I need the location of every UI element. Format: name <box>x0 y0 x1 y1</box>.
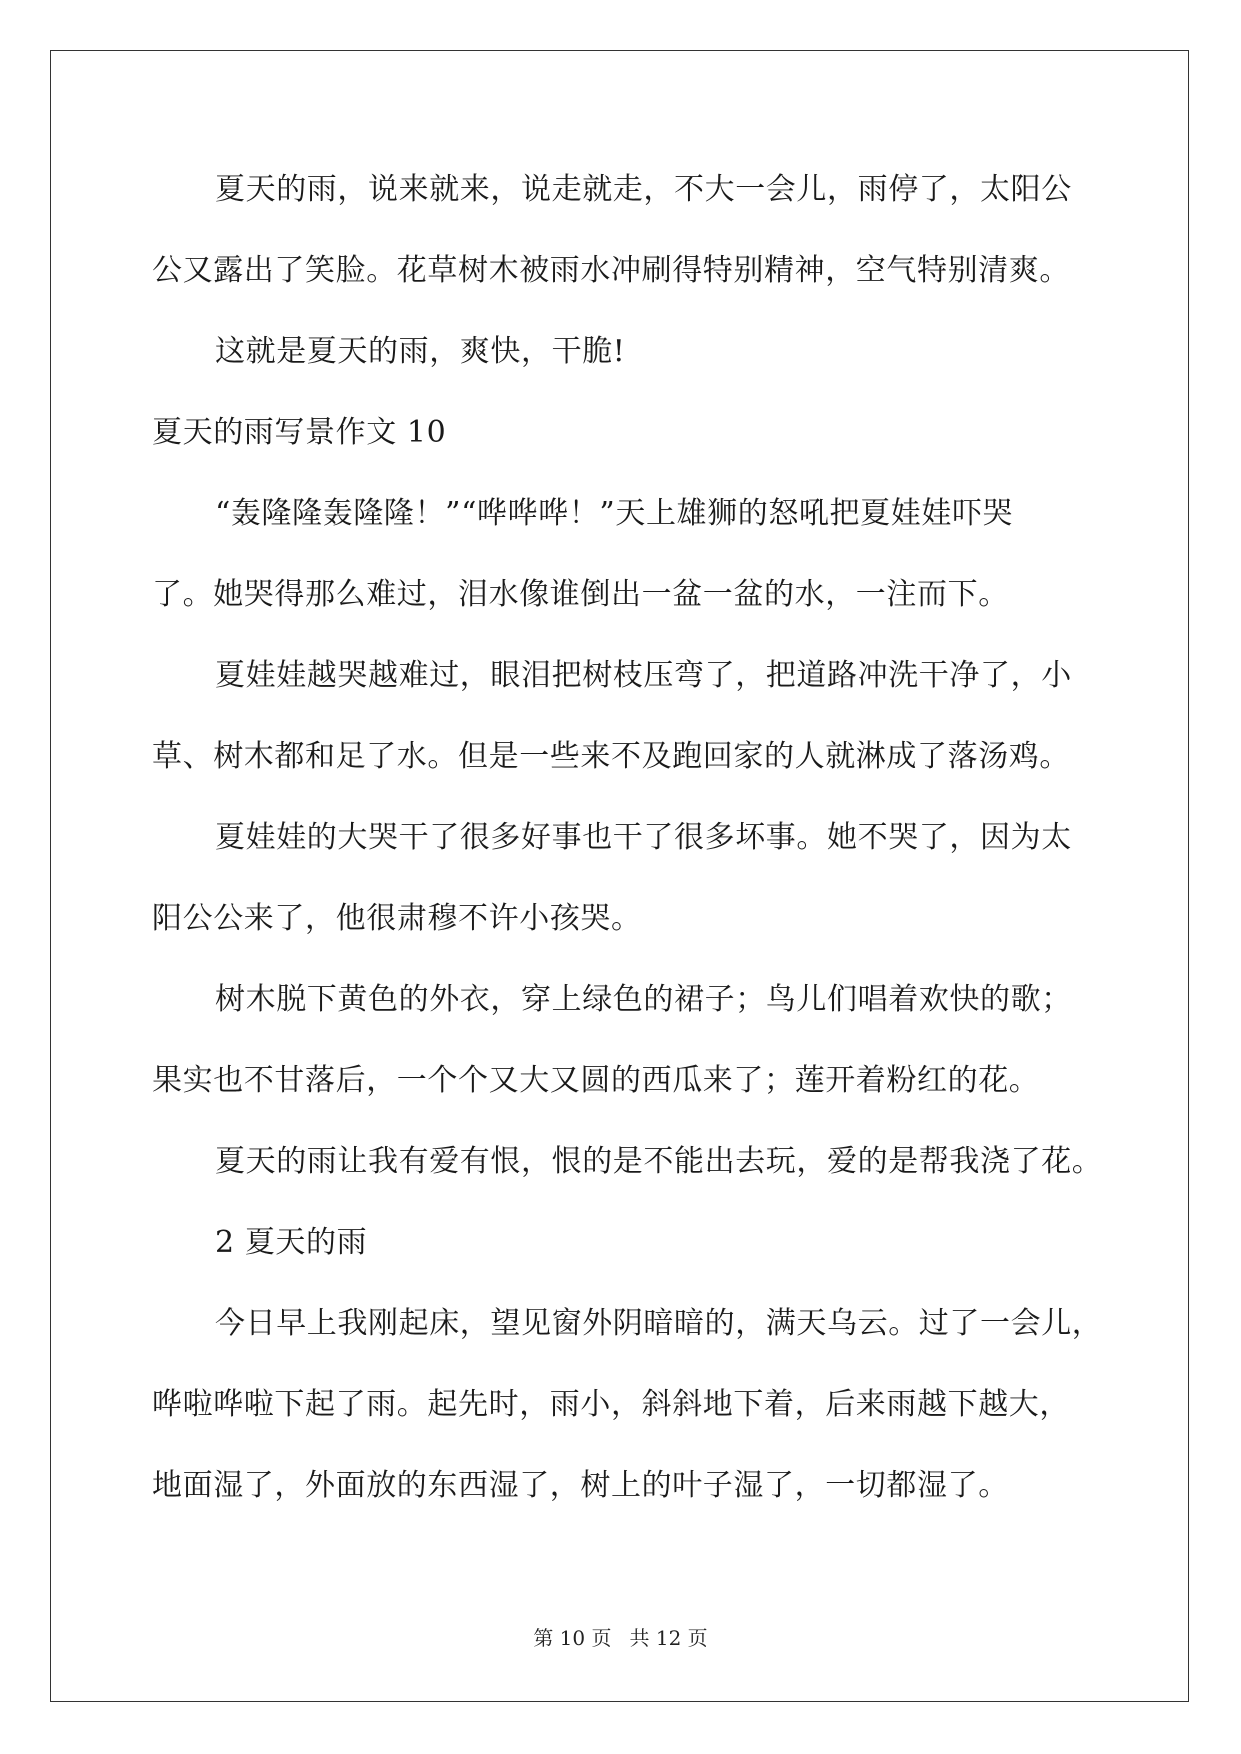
paragraph-line: 今日早上我刚起床，望见窗外阴暗暗的，满天乌云。过了一会儿， <box>215 1306 1103 1341</box>
paragraph-line: 地面湿了，外面放的东西湿了，树上的叶子湿了，一切都湿了。 <box>152 1468 1009 1503</box>
paragraph-line: 这就是夏天的雨，爽快，干脆! <box>215 334 626 369</box>
paragraph-line: 夏天的雨让我有爱有恨，恨的是不能出去玩，爱的是帮我浇了花。 <box>215 1144 1103 1179</box>
paragraph-line: 树木脱下黄色的外衣，穿上绿色的裙子；鸟儿们唱着欢快的歌； <box>215 982 1072 1017</box>
paragraph-line: “轰隆隆轰隆隆！”“哗哗哗！”天上雄狮的怒吼把夏娃娃吓哭 <box>215 496 1014 531</box>
page-number: 第 10 页 <box>533 1626 612 1650</box>
paragraph-line: 阳公公来了，他很肃穆不许小孩哭。 <box>152 901 642 936</box>
paragraph-line: 果实也不甘落后，一个个又大又圆的西瓜来了；莲开着粉红的花。 <box>152 1063 1040 1098</box>
paragraph-line: 了。她哭得那么难过，泪水像谁倒出一盆一盆的水，一注而下。 <box>152 577 1009 612</box>
paragraph-line: 草、树木都和足了水。但是一些来不及跑回家的人就淋成了落汤鸡。 <box>152 739 1070 774</box>
section-title: 2 夏天的雨 <box>215 1225 368 1260</box>
document-body <box>152 160 1103 1537</box>
paragraph-line: 哗啦哗啦下起了雨。起先时，雨小，斜斜地下着，后来雨越下越大， <box>152 1387 1070 1422</box>
section-title: 夏天的雨写景作文 10 <box>152 415 447 450</box>
page-footer <box>0 1622 1241 1651</box>
page-total: 共 12 页 <box>629 1626 708 1650</box>
paragraph-line: 夏天的雨，说来就来，说走就走，不大一会儿，雨停了，太阳公 <box>215 172 1072 207</box>
paragraph-line: 夏娃娃的大哭干了很多好事也干了很多坏事。她不哭了，因为太 <box>215 820 1072 855</box>
paragraph-line: 夏娃娃越哭越难过，眼泪把树枝压弯了，把道路冲洗干净了，小 <box>215 658 1072 693</box>
paragraph-line: 公又露出了笑脸。花草树木被雨水冲刷得特别精神，空气特别清爽。 <box>152 253 1070 288</box>
